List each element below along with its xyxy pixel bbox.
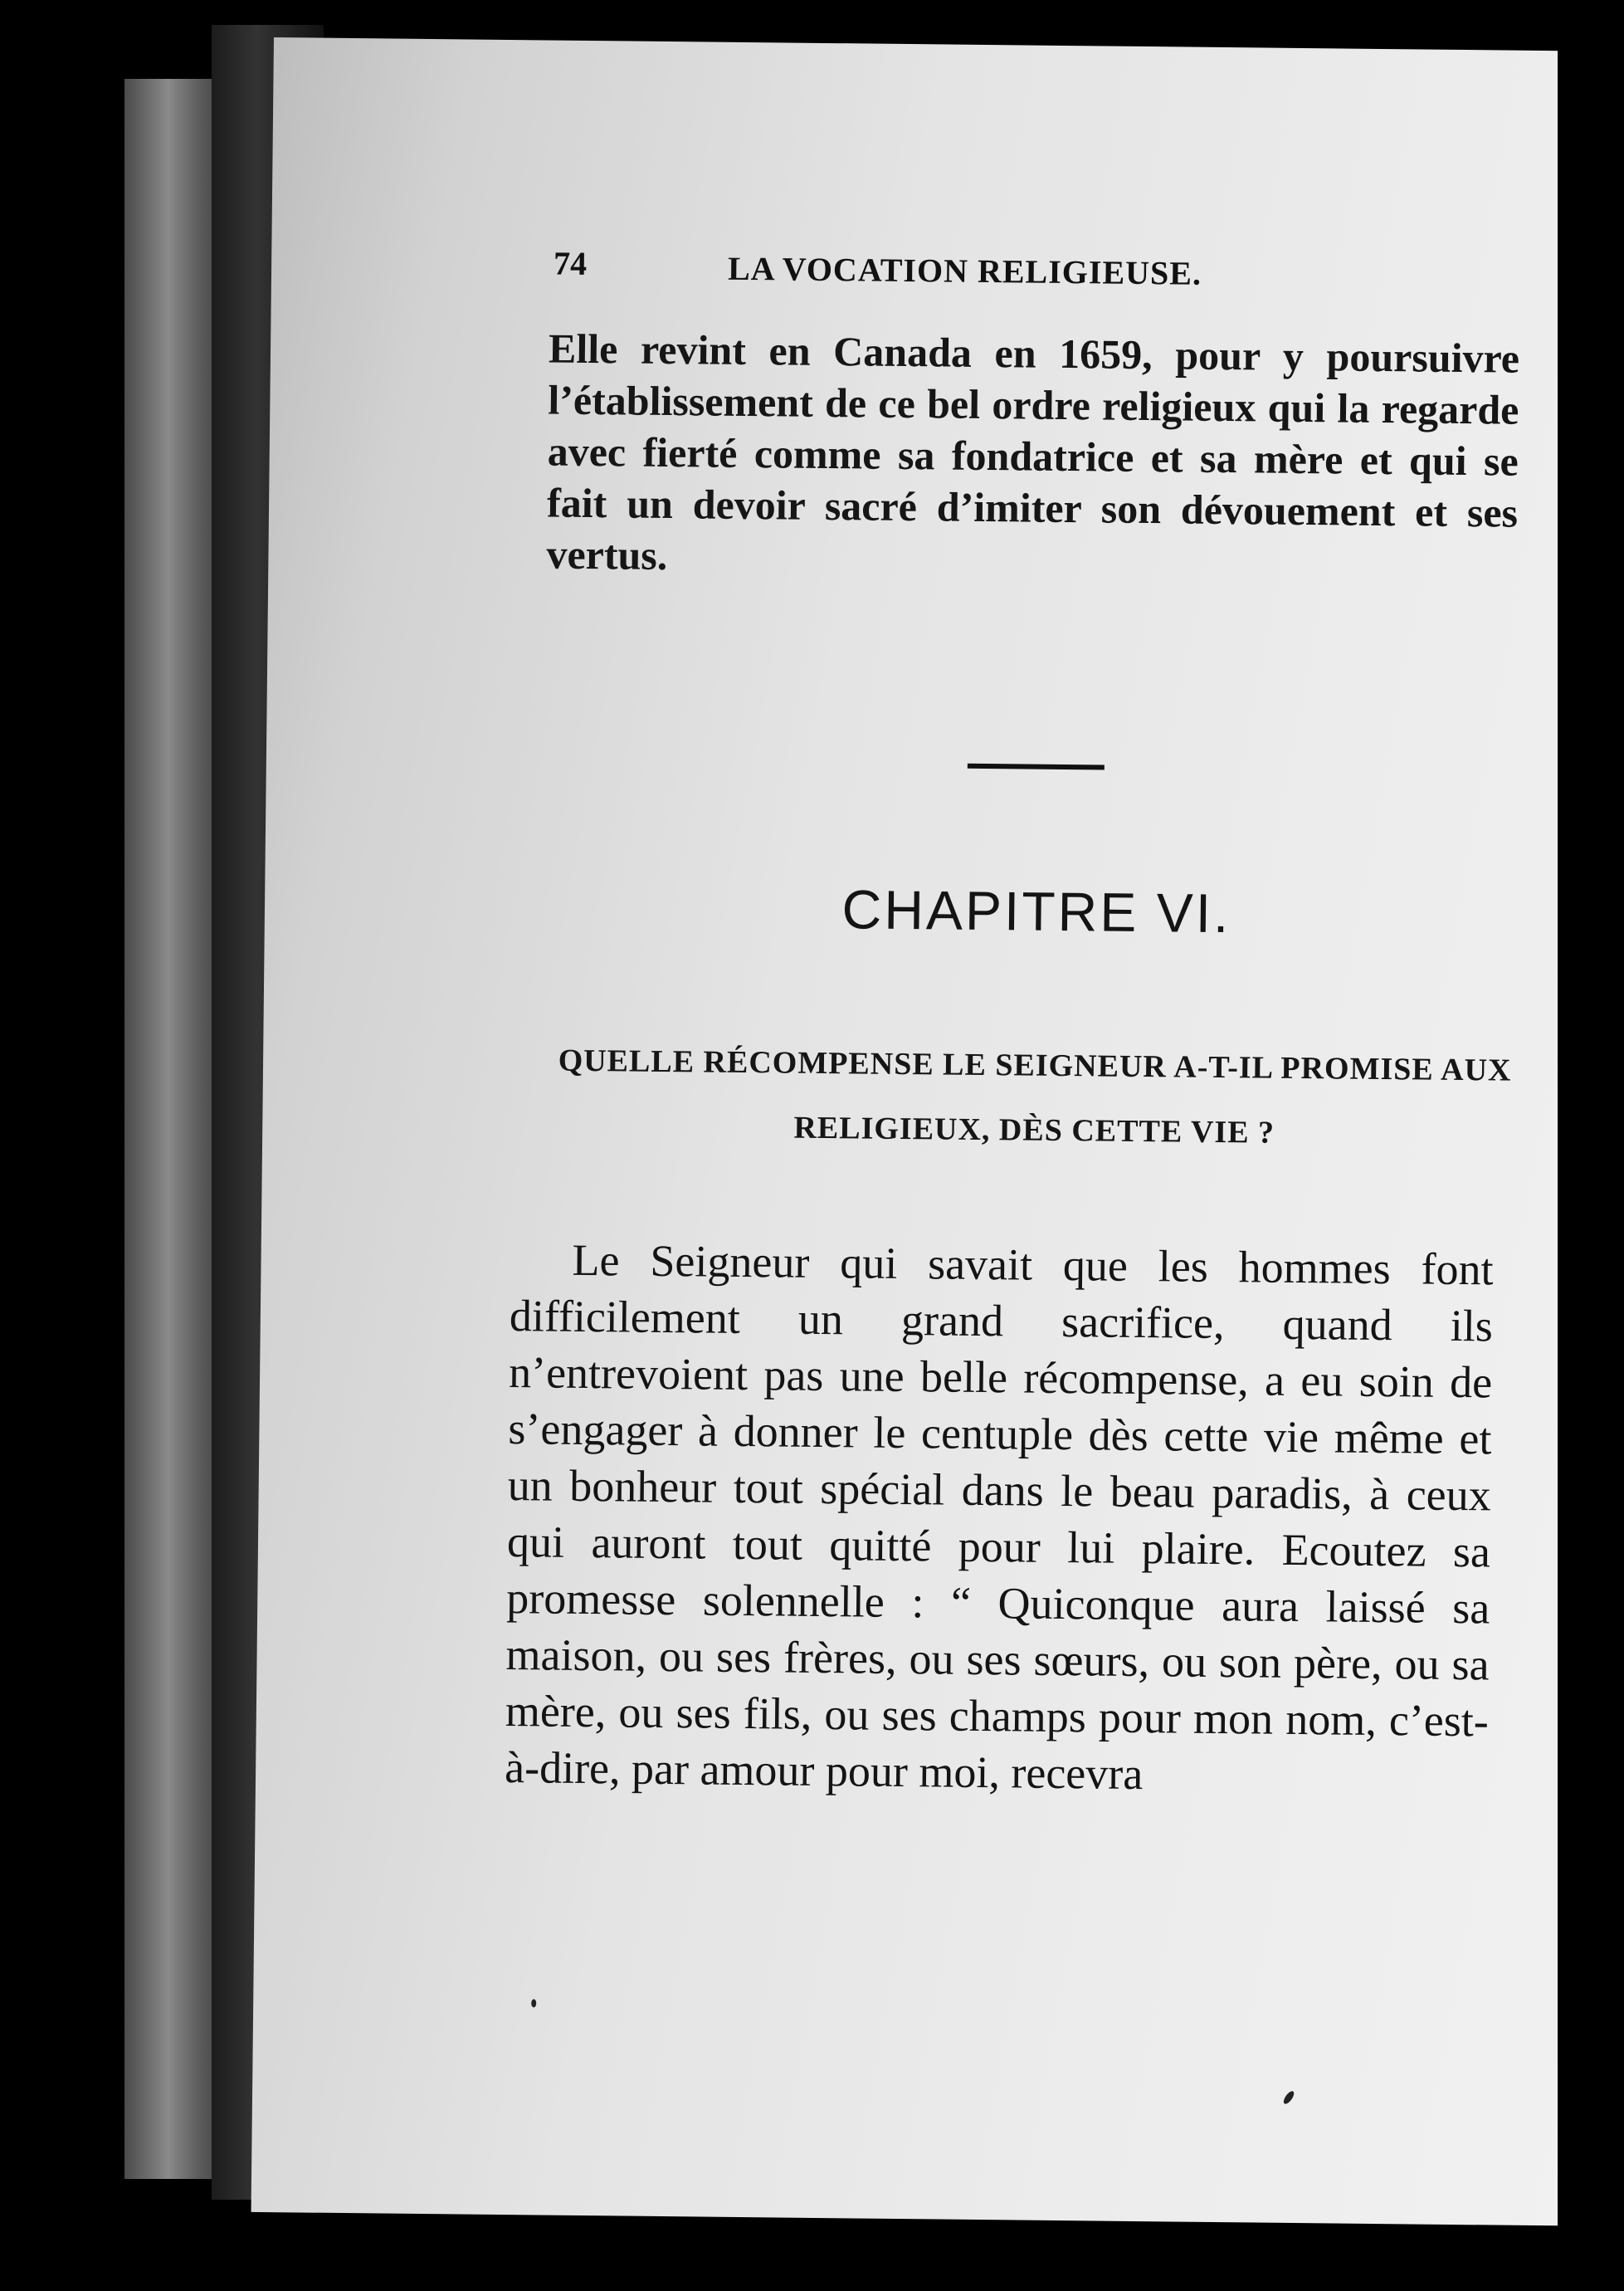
- chapter-title: CHAPITRE VI.: [841, 878, 1231, 945]
- running-head: [554, 244, 1592, 305]
- page-number: 74: [553, 244, 588, 282]
- scan-border-right: [1558, 0, 1624, 2291]
- ink-fleck: [1282, 2089, 1296, 2105]
- chapter-opening-paragraph: Le Seigneur qui savait que les hommes font difficilement un grand sacrifice, quand ils n’entrevoient pas une belle récompense, a eu soin de s’engager à donner le centuple dès cette vie même et un bonheur tout spécial dans le beau paradis, à ceux qui auront tout quitté pour lui plaire. Ecoutez sa promesse solennelle : “ Quiconque aura laissé sa maison, ou ses frères, ou ses sœurs, ou son père, ou sa mère, ou ses fils, ou ses champs pour mon nom, c’est-à-dire, par amour pour moi, recevra: [504, 1234, 1494, 1800]
- section-divider: [968, 764, 1105, 770]
- paragraph-continuation: Elle revint en Canada en 1659, pour y poursuivre l’établissement de ce bel ordre religieux qui la regarde avec fierté comme sa fondatrice et sa mère et qui se fait un devoir sacré d’imiter son dévouement et ses vertus.: [546, 325, 1520, 579]
- page-content: [251, 37, 1597, 2226]
- ink-fleck: [531, 1999, 536, 2007]
- running-head-title: LA VOCATION RELIGIEUSE.: [727, 249, 1202, 292]
- chapter-subtitle: QUELLE RÉCOMPENSE LE SEIGNEUR A-T-IL PROMISE AUX RELIGIEUX, DÈS CETTE VIE ?: [558, 1043, 1512, 1150]
